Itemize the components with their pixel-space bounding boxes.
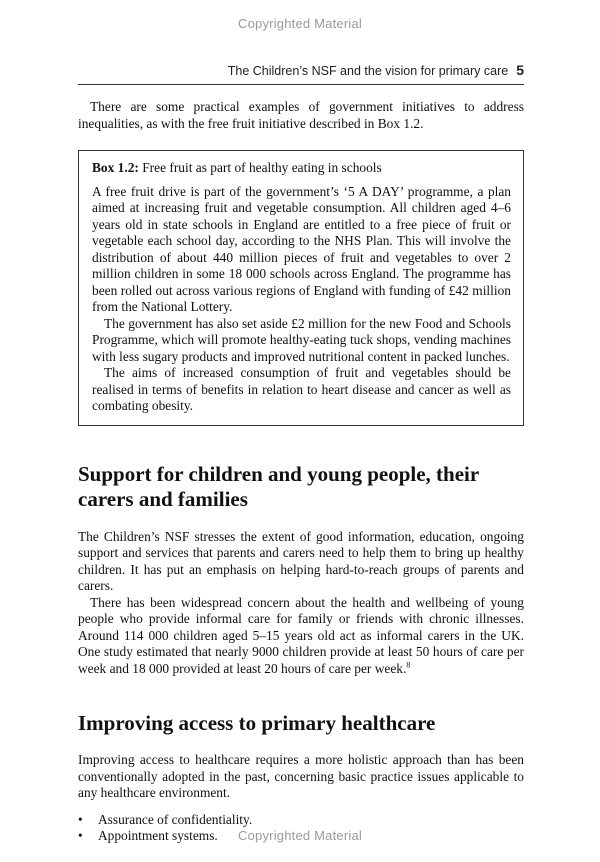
support-paragraph-2-text: There has been widespread concern about the health and wellbeing of young people who provide informal care for family or friends with chronic illnesses. Around 114 000 children aged 5–15 years old act as informal carers in the UK. One study estimated that nearly 9000 children provide at least 50 hours of care per week and 18 000 provided at least 20 hours of care per week. <box>78 594 524 676</box>
page-body <box>78 99 524 845</box>
support-paragraph-2 <box>78 595 524 678</box>
box-title-text: Free fruit as part of healthy eating in schools <box>142 160 382 175</box>
box-title <box>92 160 511 177</box>
running-title: The Children’s NSF and the vision for primary care <box>227 64 509 78</box>
support-paragraph-1: The Children’s NSF stresses the extent of good information, education, ongoing support and services that parents and carers need to help them to bring up healthy children. It has put an emphasis on helping hard-to-reach groups of parents and carers. <box>78 528 524 593</box>
header-rule <box>78 84 524 85</box>
box-paragraph-1: A free fruit drive is part of the government’s ‘5 A DAY’ programme, a plan aimed at increasing fruit and vegetable consumption. All children aged 4–6 years old in state schools in England are entitled to a free piece of fruit or vegetable each school day, according to the NHS Plan. This will involve the distribution of about 440 million pieces of fruit and vegetables to over 2 million children in some 18 000 schools across England. The programme has been rolled out across various regions of England with funding of £42 million from the National Lottery. <box>92 183 511 314</box>
box-1-2 <box>78 150 524 426</box>
bullet-icon: • <box>78 811 83 827</box>
box-paragraph-3: The aims of increased consumption of fruit and vegetables should be realised in terms of benefits in relation to heart disease and cancer as well as combating obesity. <box>92 365 511 413</box>
watermark-top: Copyrighted Material <box>238 16 362 31</box>
running-header <box>78 62 524 78</box>
access-paragraph: Improving access to healthcare requires a more holistic approach than has been conventionally adopted in the past, concerning basic practice issues applicable to any healthcare environment. <box>78 752 524 800</box>
list-item <box>78 812 524 829</box>
section-heading-support: Support for children and young people, their carers and families <box>78 461 479 511</box>
list-item-text: Assurance of confidentiality. <box>98 811 253 827</box>
page-number: 5 <box>516 62 524 78</box>
box-label: Box 1.2: <box>92 160 139 175</box>
box-paragraph-2: The government has also set aside £2 million for the new Food and Schools Programme, which will promote healthy-eating tuck shops, vending machines with less sugary products and improved nutritional content in packed lunches. <box>92 315 511 364</box>
intro-paragraph: There are some practical examples of government initiatives to address inequalities, as with the free fruit initiative described in Box 1.2. <box>78 99 524 131</box>
list-item-text: Appointment systems. <box>98 828 218 843</box>
section-heading-access: Improving access to primary healthcare <box>78 711 436 735</box>
footnote-ref: 8 <box>406 660 411 670</box>
bullet-icon: • <box>78 828 83 843</box>
watermark-bottom: Copyrighted Material <box>238 828 362 843</box>
